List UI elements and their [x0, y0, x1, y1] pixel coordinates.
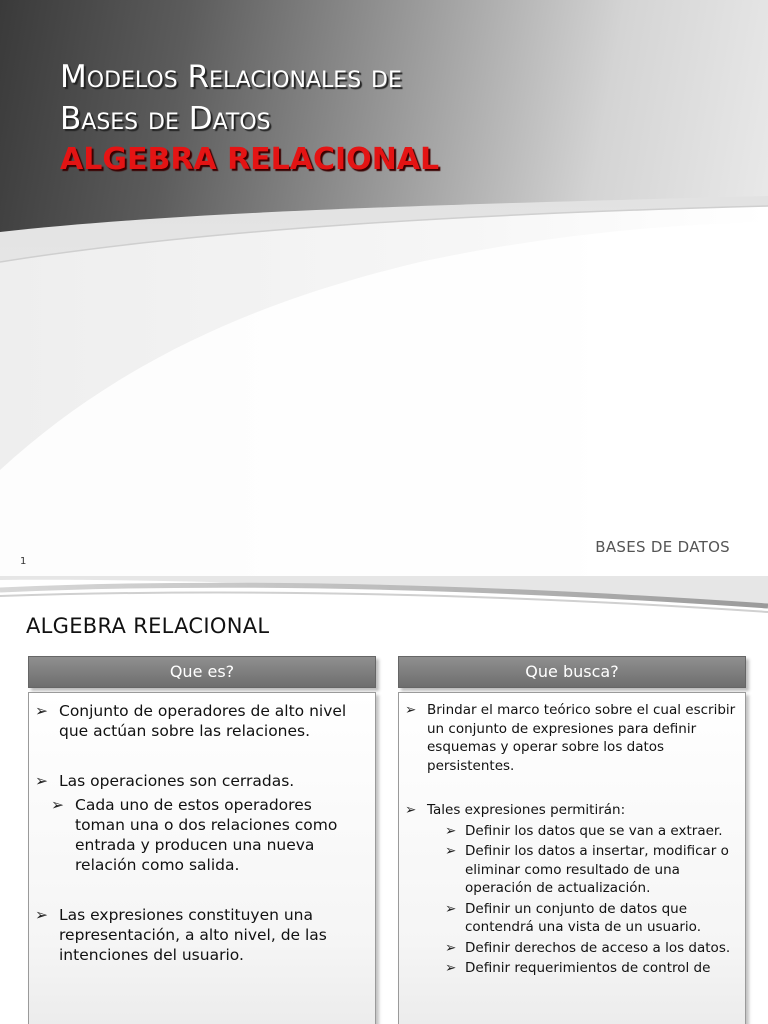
list-item-text: Definir los datos a insertar, modificar o eliminar como resultado de una operación de actualización.	[465, 843, 729, 896]
list-item	[405, 822, 741, 841]
list-item-text: Las expresiones constituyen una representación, a alto nivel, de las intenciones del usuario.	[59, 906, 327, 964]
slide-number: 1	[20, 556, 27, 567]
arrow-bullet-icon: ➢	[445, 960, 457, 976]
list-item-text: Cada uno de estos operadores toman una o dos relaciones como entrada y producen una nueva relación como salida.	[75, 796, 338, 874]
list-item-text: Definir un conjunto de datos que contendrá una vista de un usuario.	[465, 900, 701, 935]
arrow-bullet-icon: ➢	[35, 772, 48, 790]
list-item	[405, 842, 741, 898]
arrow-bullet-icon: ➢	[445, 939, 457, 956]
right-column-box	[398, 692, 746, 1024]
list-item	[35, 795, 365, 875]
slide-subtitle: ALGEBRA RELACIONAL	[60, 142, 440, 177]
left-bullet-list	[35, 701, 365, 965]
list-item	[405, 701, 741, 775]
arrow-bullet-icon: ➢	[51, 796, 64, 814]
list-item-text: Definir los datos que se van a extraer.	[465, 822, 723, 839]
list-item	[35, 905, 365, 965]
arrow-bullet-icon: ➢	[405, 802, 417, 818]
list-item	[405, 959, 741, 978]
left-column-header: Que es?	[28, 656, 376, 688]
list-item	[35, 701, 365, 741]
list-item-text: Brindar el marco teórico sobre el cual escribir un conjunto de expresiones para definir esquemas y operar sobre los datos persistentes.	[427, 702, 736, 774]
list-item-text: Las operaciones son cerradas.	[59, 772, 295, 790]
slide-footer: BASES DE DATOS	[595, 538, 730, 556]
content-slide	[0, 576, 768, 1024]
arrow-bullet-icon: ➢	[405, 702, 417, 718]
list-item-text: Tales expresiones permitirán:	[427, 802, 626, 818]
arrow-bullet-icon: ➢	[35, 906, 48, 924]
list-item	[35, 771, 365, 791]
list-item-text: Conjunto de operadores de alto nivel que actúan sobre las relaciones.	[59, 702, 347, 740]
right-column-header: Que busca?	[398, 656, 746, 688]
slide-title-line-2: Bases de Datos	[60, 101, 271, 137]
list-item	[405, 900, 741, 937]
right-bullet-list	[405, 701, 741, 978]
content-title: ALGEBRA RELACIONAL	[26, 614, 270, 638]
arrow-bullet-icon: ➢	[35, 702, 48, 720]
left-column-box	[28, 692, 376, 1024]
list-item	[405, 939, 741, 958]
arrow-bullet-icon: ➢	[445, 900, 457, 917]
slide-title-line-1: Modelos Relacionales de	[60, 59, 402, 95]
slide-top-swoosh	[0, 576, 768, 616]
list-item-text: Definir derechos de acceso a los datos.	[465, 939, 731, 956]
slide-title	[60, 56, 620, 140]
arrow-bullet-icon: ➢	[445, 843, 457, 859]
list-item	[405, 801, 741, 820]
arrow-bullet-icon: ➢	[445, 822, 457, 839]
list-item-text: Definir requerimientos de control de	[465, 960, 711, 976]
